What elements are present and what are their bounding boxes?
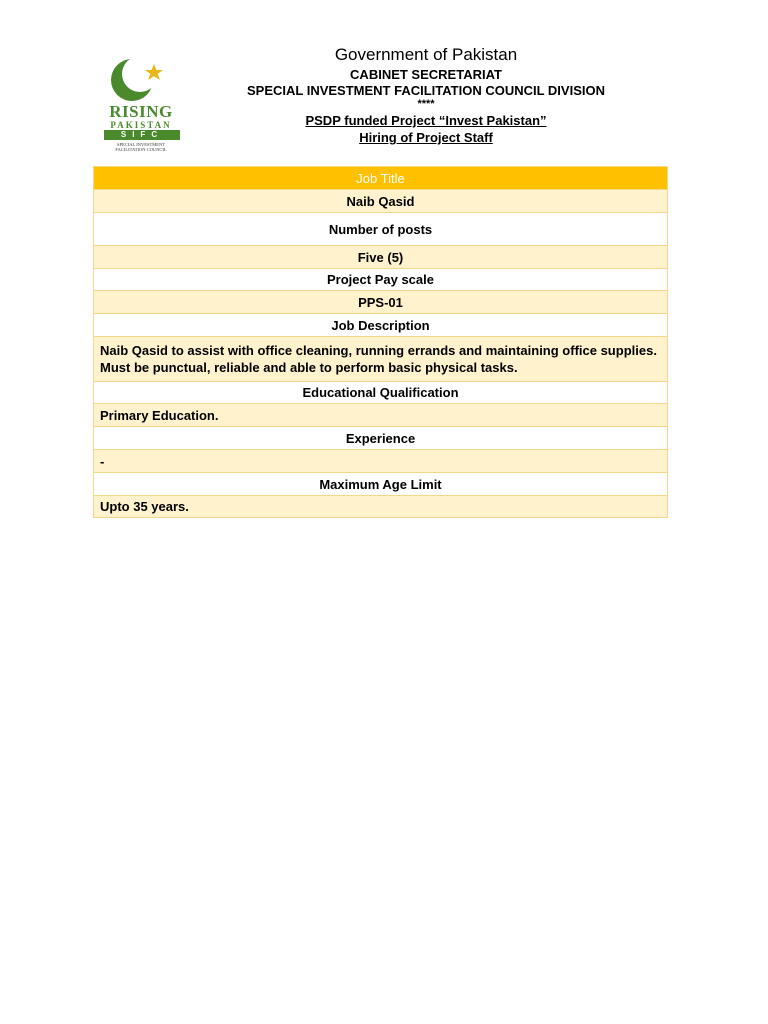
table-row (94, 382, 668, 404)
secretariat-title: CABINET SECRETARIAT (350, 67, 502, 82)
document-header (186, 44, 666, 146)
job-description-value: Naib Qasid to assist with office cleaning, running errands and maintaining office supplies. Must be punctual, reliable and able to perform basic physical tasks. (94, 337, 668, 382)
logo-wordmark (96, 104, 186, 130)
table-row (94, 450, 668, 473)
logo-subtitle-line2: FACILITATION COUNCIL (115, 147, 167, 152)
table-row (94, 246, 668, 269)
crescent-star-icon (96, 56, 186, 106)
job-description-label: Job Description (94, 314, 668, 337)
job-details-table (93, 166, 668, 518)
division-title: SPECIAL INVESTMENT FACILITATION COUNCIL DIVISION (246, 83, 605, 98)
age-limit-value: Upto 35 years. (94, 496, 668, 518)
table-row (94, 496, 668, 518)
logo-rising: RISING (109, 102, 173, 121)
project-title: PSDP funded Project “Invest Pakistan” (305, 113, 547, 128)
posts-label: Number of posts (94, 213, 668, 246)
logo-acronym: SIFC (104, 130, 180, 140)
table-row (94, 291, 668, 314)
table-row (94, 337, 668, 382)
table-row (94, 404, 668, 427)
posts-value: Five (5) (94, 246, 668, 269)
logo-subtitle-line1: SPECIAL INVESTMENT (117, 142, 165, 147)
government-title: Government of Pakistan (334, 45, 518, 64)
sifc-logo (96, 56, 186, 154)
table-row (94, 269, 668, 291)
table-row (94, 427, 668, 450)
logo-pakistan: PAKISTAN (110, 120, 172, 130)
experience-label: Experience (94, 427, 668, 450)
table-row (94, 190, 668, 213)
job-title-label: Job Title (94, 167, 668, 190)
experience-value: - (94, 450, 668, 473)
logo-subtitle (96, 142, 186, 152)
pay-scale-label: Project Pay scale (94, 269, 668, 291)
job-title-value: Naib Qasid (94, 190, 668, 213)
table-row (94, 473, 668, 496)
table-row (94, 213, 668, 246)
pay-scale-value: PPS-01 (94, 291, 668, 314)
age-limit-label: Maximum Age Limit (94, 473, 668, 496)
table-row (94, 167, 668, 190)
separator-stars: **** (417, 98, 435, 110)
hiring-title: Hiring of Project Staff (359, 130, 493, 145)
education-label: Educational Qualification (94, 382, 668, 404)
education-value: Primary Education. (94, 404, 668, 427)
table-row (94, 314, 668, 337)
